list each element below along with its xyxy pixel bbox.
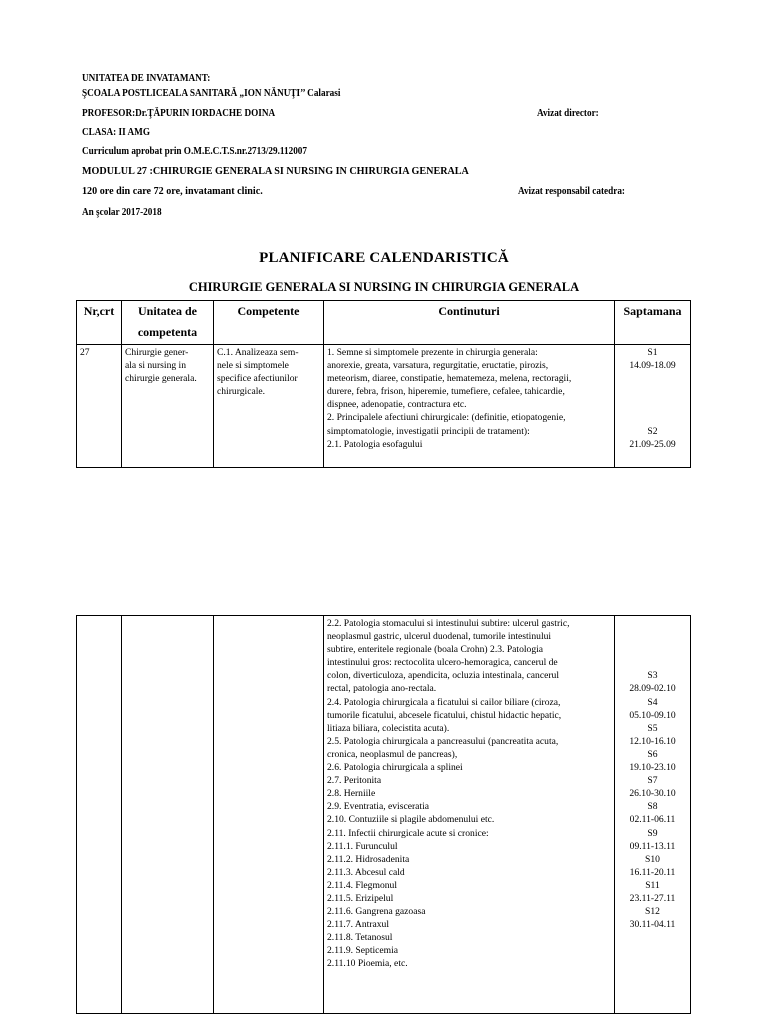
department-approval-label: Avizat responsabil catedra: — [518, 186, 625, 197]
planning-table-page-1 — [76, 300, 691, 468]
header-contents: Continuturi — [324, 301, 615, 345]
nrcrt-cell: 27 — [77, 345, 122, 468]
competences-cell — [214, 616, 324, 1014]
header-unit: Unitatea de competenta — [122, 301, 214, 345]
class-label: CLASA: II AMG — [82, 127, 150, 138]
planning-table-page-2 — [76, 615, 691, 1014]
week-cell: S3 28.09-02.10 S4 05.10-09.10 S5 12.10-16.10 S6 19.10-23.10 S7 26.10-30.10 S8 02.11-06.11 S9 09.11-13.11 S10 16.11-20.11 S11 23.11-27.11 S12 30.11-04.11 — [615, 616, 691, 1014]
page-title: PLANIFICARE CALENDARISTICĂ — [259, 250, 509, 266]
contents-cell: 1. Semne si simptomele prezente in chirurgia generala: anorexie, greata, varsatura, regurgitatie, eructatie, pirozis, meteorism, diaree, constipatie, hematemeza, melena, rectoragii, durere, febra, frison, hiperemie, tumefiere, cefalee, tahicardie, dispnee, adenopatie, contractura etc. 2. Principalele afectiuni chirurgicale: (definitie, etiopatogenie, simptomatologie, investigatii principii de tratament): 2.1. Patologia esofagului — [324, 345, 615, 468]
page-subtitle: CHIRURGIE GENERALA SI NURSING IN CHIRURGIA GENERALA — [188, 280, 580, 294]
hours-info: 120 ore din care 72 ore, invatamant clinic. — [82, 185, 263, 197]
curriculum-reference: Curriculum aprobat prin O.M.E.C.T.S.nr.2713/29.112007 — [82, 146, 308, 157]
week-cell: S1 14.09-18.09 S2 21.09-25.09 — [615, 345, 691, 468]
table-row — [77, 345, 691, 468]
director-approval-label: Avizat director: — [537, 108, 599, 119]
unit-cell: Chirurgie gener- ala si nursing in chirurgie generala. — [122, 345, 214, 468]
table-header-row — [77, 301, 691, 345]
teacher-name: PROFESOR:Dr.ŢĂPURIN IORDACHE DOINA — [82, 108, 276, 119]
module-title: MODULUL 27 :CHIRURGIE GENERALA SI NURSING IN CHIRURGIA GENERALA — [82, 165, 469, 177]
contents-cell: 2.2. Patologia stomacului si intestinului subtire: ulcerul gastric, neoplasmul gastric, ulcerul duodenal, tumorile intestinului subtire, enteritele regionale (boala Crohn) 2.3. Patologia intestinului gros: rectocolita ulcero-hemoragica, cancerul de colon, diverticuloza, apendicita, ocluzia intestinala, cancerul rectal, patologia ano-rectala. 2.4. Patologia chirurgicala a ficatului si cailor biliare (ciroza, tumorile ficatului, abcesele ficatului, chistul hidactic hepatic, litiaza biliara, colecistita acuta). 2.5. Patologia chirurgicala a pancreasului (pancreatita acuta, cronica, neoplasmul de pancreas), 2.6. Patologia chirurgicala a splinei 2.7. Peritonita 2.8. Herniile 2.9. Eventratia, evisceratia 2.10. Contuziile si plagile abdomenului etc. 2.11. Infectii chirurgicale acute si cronice: 2.11.1. Furunculul 2.11.2. Hidrosadenita 2.11.3. Abcesul cald 2.11.4. Flegmonul 2.11.5. Erizipelul 2.11.6. Gangrena gazoasa 2.11.7. Antraxul 2.11.8. Tetanosul 2.11.9. Septicemia 2.11.10 Pioemia, etc. — [324, 616, 615, 1014]
table-row — [77, 616, 691, 1014]
school-name: ŞCOALA POSTLICEALA SANITARĂ „ION NĂNUŢI’’ Calarasi — [82, 88, 341, 99]
header-nrcrt: Nr,crt — [77, 301, 122, 345]
school-year: An şcolar 2017-2018 — [82, 207, 162, 218]
unit-cell — [122, 616, 214, 1014]
nrcrt-cell — [77, 616, 122, 1014]
header-week: Saptamana — [615, 301, 691, 345]
competences-cell: C.1. Analizeaza sem- nele si simptomele specifice afectiunilor chirurgicale. — [214, 345, 324, 468]
school-unit-label: UNITATEA DE INVATAMANT: — [82, 73, 211, 84]
header-competences: Competente — [214, 301, 324, 345]
